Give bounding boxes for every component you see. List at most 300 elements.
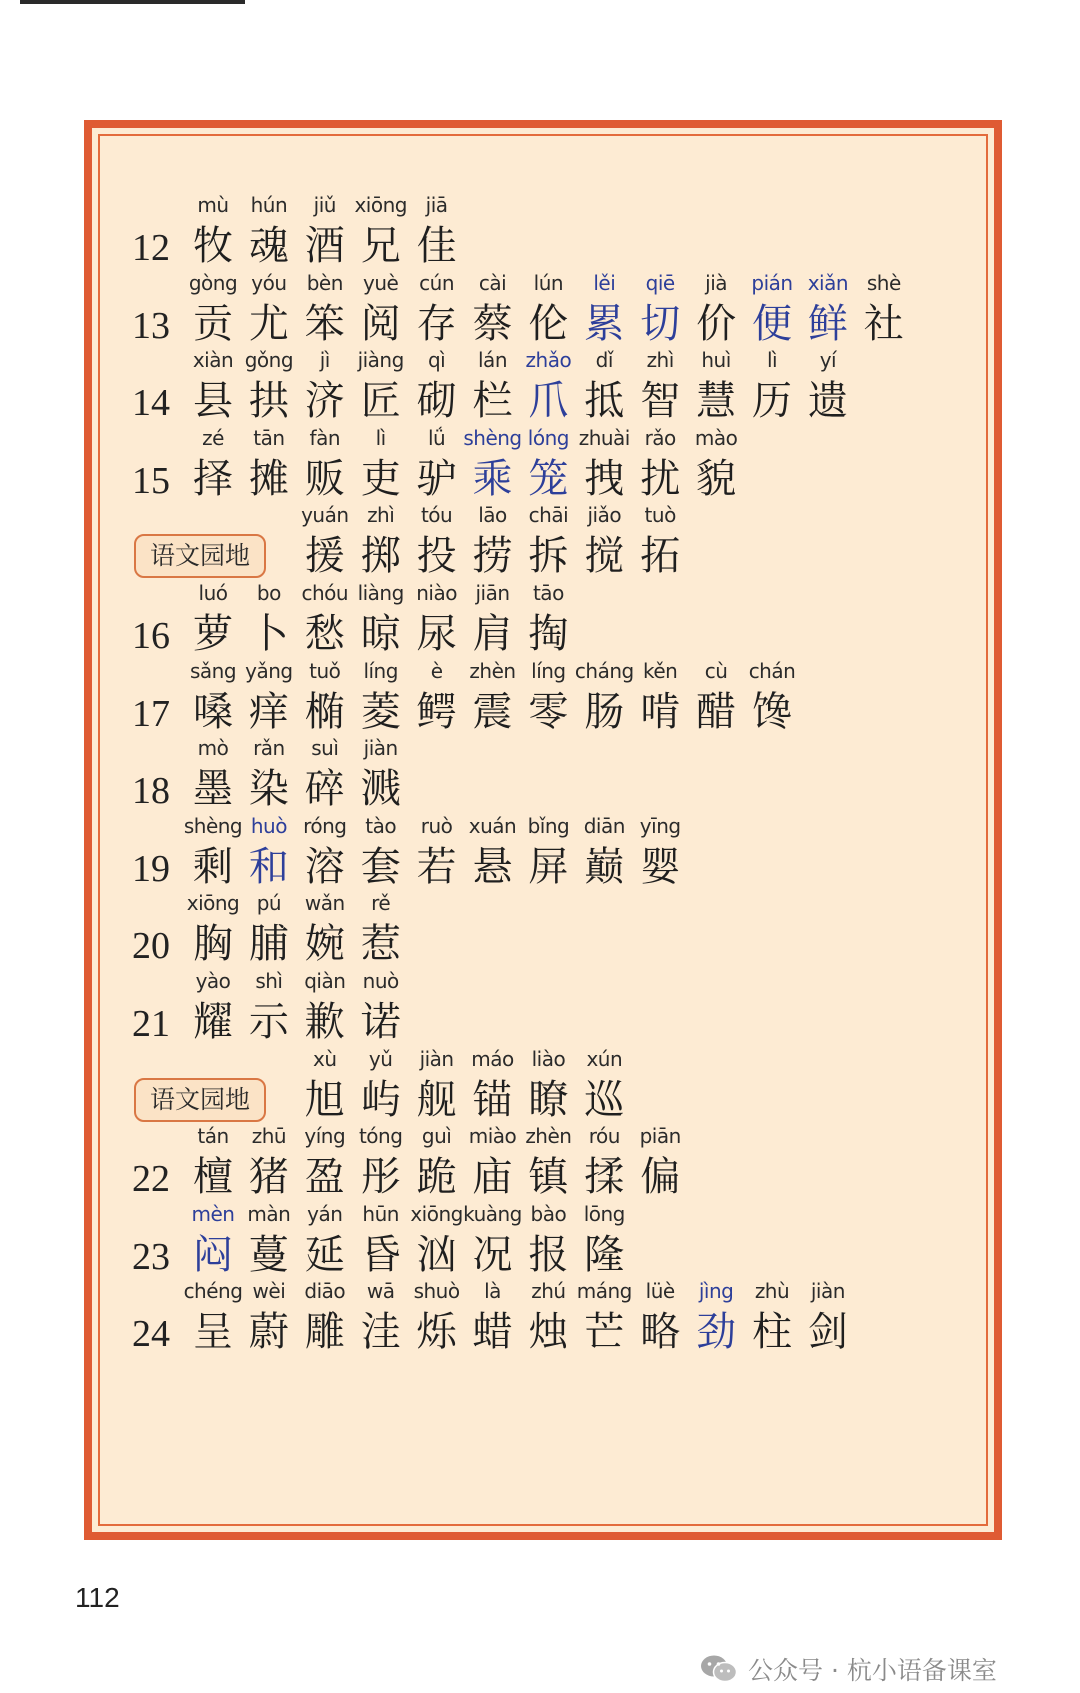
hanzi: 存 <box>416 300 457 347</box>
character-cell <box>239 966 299 1046</box>
pinyin: cù <box>704 658 728 683</box>
hanzi: 爪 <box>528 378 569 425</box>
character-cell <box>295 1044 355 1124</box>
hanzi: 醋 <box>696 688 737 735</box>
hanzi: 酒 <box>304 223 345 269</box>
character-cell <box>518 423 578 503</box>
pinyin: tuò <box>644 503 676 528</box>
character-cell <box>295 1199 355 1279</box>
pinyin: cài <box>478 270 507 295</box>
pinyin: yǔ <box>368 1046 393 1071</box>
pinyin: xiōng <box>186 891 240 916</box>
pinyin: lán <box>478 348 507 373</box>
hanzi: 拱 <box>248 378 289 425</box>
hanzi: 愁 <box>304 611 345 657</box>
lesson-number: 14 <box>132 382 170 425</box>
hanzi: 县 <box>193 378 233 425</box>
character-cell <box>518 811 578 891</box>
character-cell <box>407 345 467 425</box>
hanzi: 猪 <box>248 1154 289 1201</box>
lesson-row <box>92 656 994 740</box>
pinyin: lún <box>533 270 564 295</box>
character-cell <box>630 656 690 736</box>
pinyin: hūn <box>362 1201 399 1226</box>
hanzi: 价 <box>696 300 737 347</box>
hanzi: 痒 <box>248 688 289 735</box>
hanzi: 镇 <box>528 1154 569 1201</box>
page-number: 112 <box>75 1582 120 1613</box>
character-cell <box>574 500 634 580</box>
hanzi: 魂 <box>248 223 289 269</box>
character-cell <box>239 423 299 503</box>
pinyin: bào <box>530 1201 567 1226</box>
character-cell <box>798 345 858 425</box>
hanzi: 貌 <box>696 455 737 502</box>
character-cell <box>463 500 523 580</box>
hanzi: 溅 <box>360 766 401 813</box>
character-cell <box>518 500 578 580</box>
character-cell <box>351 578 411 658</box>
pinyin: rě <box>371 891 391 916</box>
pinyin: jiǎo <box>587 503 622 528</box>
character-cell <box>183 811 243 891</box>
character-cell <box>463 1044 523 1124</box>
hanzi: 溶 <box>304 843 345 890</box>
hanzi: 鳄 <box>416 688 457 735</box>
character-cell <box>183 733 243 813</box>
pinyin: lǘ <box>427 425 446 450</box>
hanzi: 婴 <box>640 843 681 890</box>
hanzi: 染 <box>248 766 289 813</box>
character-cell <box>463 1199 523 1279</box>
pinyin: jiān <box>475 581 510 605</box>
pinyin: liàng <box>357 581 404 605</box>
character-cell <box>518 345 578 425</box>
pinyin: rǎn <box>253 736 285 761</box>
pinyin: shè <box>866 270 901 295</box>
lesson-row <box>92 1121 994 1205</box>
pinyin: yuán <box>301 503 349 528</box>
hanzi: 砌 <box>416 378 457 425</box>
character-cell <box>183 656 243 736</box>
character-cell <box>239 578 299 658</box>
pinyin: cún <box>419 270 455 295</box>
character-cell <box>798 1276 858 1356</box>
character-cell <box>351 656 411 736</box>
character-cell <box>183 345 243 425</box>
hanzi: 况 <box>472 1231 513 1278</box>
hanzi: 蔚 <box>248 1309 289 1356</box>
lesson-number: 17 <box>132 692 170 735</box>
character-cell <box>686 656 746 736</box>
hanzi: 牧 <box>193 223 233 269</box>
vocabulary-panel <box>84 120 1002 1540</box>
character-cell <box>351 966 411 1046</box>
pinyin: shuò <box>413 1279 460 1304</box>
character-cell <box>518 578 578 658</box>
hanzi: 歉 <box>304 999 345 1045</box>
hanzi: 雕 <box>304 1309 345 1356</box>
pinyin: yào <box>195 969 231 993</box>
character-cell <box>183 423 243 503</box>
hanzi: 屏 <box>528 843 569 890</box>
character-cell <box>686 345 746 425</box>
pinyin: jià <box>705 270 728 295</box>
pinyin: zhèn <box>525 1124 572 1149</box>
character-cell <box>295 733 355 813</box>
lesson-row <box>92 733 994 817</box>
character-cell <box>239 811 299 891</box>
character-cell <box>574 1276 634 1356</box>
character-cell <box>686 268 746 348</box>
pinyin: zhù <box>754 1279 790 1304</box>
pinyin: chán <box>748 658 796 683</box>
character-cell <box>574 656 634 736</box>
hanzi: 抵 <box>584 378 625 425</box>
character-cell <box>295 656 355 736</box>
pinyin: líng <box>363 658 398 683</box>
lesson-number: 24 <box>132 1313 170 1356</box>
watermark-text: 公众号 · 杭小语备课室 <box>748 1656 997 1685</box>
lesson-number: 13 <box>132 304 170 347</box>
character-cell <box>295 966 355 1046</box>
pinyin: kěn <box>643 658 678 683</box>
hanzi: 济 <box>304 378 345 425</box>
pinyin: diān <box>583 813 625 838</box>
pinyin: zhèn <box>469 658 516 683</box>
character-cell <box>183 966 243 1046</box>
pinyin: sǎng <box>189 658 237 683</box>
character-cell <box>351 500 411 580</box>
character-cell <box>798 268 858 348</box>
hanzi: 鲜 <box>807 300 848 347</box>
character-cell <box>518 268 578 348</box>
pinyin: miào <box>468 1124 517 1149</box>
pinyin: dǐ <box>595 348 613 373</box>
pinyin: róu <box>588 1124 620 1149</box>
hanzi: 汹 <box>416 1231 457 1278</box>
pinyin: màn <box>247 1201 291 1226</box>
character-cell <box>518 656 578 736</box>
character-cell <box>351 1121 411 1201</box>
pinyin: zhuài <box>578 425 630 450</box>
character-cell <box>574 345 634 425</box>
hanzi: 报 <box>528 1231 569 1278</box>
pinyin: è <box>430 658 443 683</box>
pinyin: lüè <box>645 1279 675 1304</box>
character-cell <box>351 733 411 813</box>
hanzi: 菱 <box>360 688 401 735</box>
character-cell <box>239 1121 299 1201</box>
hanzi: 芒 <box>584 1309 625 1356</box>
hanzi: 贡 <box>193 300 233 347</box>
character-cell <box>574 1199 634 1279</box>
character-cell <box>183 888 243 968</box>
pinyin: zhú <box>531 1279 566 1304</box>
hanzi: 捞 <box>472 533 513 580</box>
pinyin: lì <box>766 348 778 373</box>
pinyin: chéng <box>183 1279 243 1304</box>
hanzi: 剑 <box>807 1309 848 1356</box>
pinyin: hún <box>250 193 288 217</box>
hanzi: 隆 <box>584 1231 625 1278</box>
pinyin: chāi <box>528 503 569 528</box>
pinyin: tán <box>197 1124 229 1149</box>
character-cell <box>239 733 299 813</box>
character-cell <box>742 268 802 348</box>
character-cell <box>518 1121 578 1201</box>
lesson-row <box>92 966 994 1050</box>
hanzi: 墨 <box>193 766 233 813</box>
hanzi: 尤 <box>248 300 289 347</box>
hanzi: 若 <box>416 843 457 890</box>
pinyin: xù <box>313 1046 337 1071</box>
character-cell <box>351 190 411 270</box>
pinyin: yīng <box>639 813 681 838</box>
hanzi: 搅 <box>584 533 625 580</box>
character-cell <box>463 268 523 348</box>
hanzi: 肠 <box>584 688 625 735</box>
hanzi: 烁 <box>416 1309 457 1356</box>
hanzi: 肩 <box>472 611 513 657</box>
character-cell <box>239 190 299 270</box>
hanzi: 彤 <box>360 1154 401 1201</box>
hanzi: 脯 <box>248 921 289 968</box>
hanzi: 和 <box>248 843 289 890</box>
pinyin: xuán <box>468 813 517 838</box>
pinyin: xiōng <box>354 193 407 217</box>
pinyin: niào <box>416 581 457 605</box>
character-cell <box>183 578 243 658</box>
pinyin: zhǎo <box>525 348 572 373</box>
pinyin: bèn <box>306 270 343 295</box>
hanzi: 套 <box>360 843 401 890</box>
character-cell <box>295 500 355 580</box>
hanzi: 诺 <box>360 999 401 1045</box>
character-cell <box>463 423 523 503</box>
hanzi: 洼 <box>360 1309 401 1356</box>
character-cell <box>351 1199 411 1279</box>
hanzi: 椭 <box>304 688 345 735</box>
pinyin: máng <box>576 1279 632 1304</box>
pinyin: mù <box>197 193 229 217</box>
character-cell <box>407 423 467 503</box>
hanzi: 劲 <box>696 1309 737 1356</box>
pinyin: xiǎn <box>807 270 849 295</box>
character-cell <box>742 656 802 736</box>
lesson-number: 19 <box>132 847 170 890</box>
hanzi: 呈 <box>193 1309 233 1356</box>
pinyin: tóu <box>420 503 453 528</box>
lesson-row <box>92 1199 994 1283</box>
character-cell <box>574 811 634 891</box>
character-cell <box>295 578 355 658</box>
hanzi: 馋 <box>752 688 792 735</box>
character-cell <box>407 190 467 270</box>
pinyin: xiàn <box>192 348 234 373</box>
pinyin: liào <box>531 1046 566 1071</box>
hanzi: 伦 <box>528 300 569 347</box>
hanzi: 贩 <box>304 455 345 502</box>
pinyin: kuàng <box>463 1201 522 1226</box>
character-cell <box>574 1121 634 1201</box>
hanzi: 便 <box>752 300 792 347</box>
pinyin: ruò <box>420 813 453 838</box>
character-cell <box>407 578 467 658</box>
character-cell <box>407 268 467 348</box>
hanzi: 掷 <box>360 533 401 580</box>
pinyin: yí <box>819 348 837 373</box>
yuwen-yuandi-badge: 语文园地 <box>134 534 266 578</box>
hanzi: 尿 <box>416 611 457 657</box>
pinyin: lóng <box>527 425 569 450</box>
lesson-row <box>92 888 994 972</box>
character-cell <box>686 1276 746 1356</box>
hanzi: 遗 <box>807 378 848 425</box>
pinyin: cháng <box>574 658 634 683</box>
pinyin: yuè <box>363 270 399 295</box>
pinyin: lěi <box>593 270 616 295</box>
lesson-row <box>92 1276 994 1360</box>
pinyin: tuǒ <box>309 658 341 683</box>
character-cell <box>630 1121 690 1201</box>
hanzi: 屿 <box>360 1076 401 1123</box>
hanzi: 投 <box>416 533 457 580</box>
hanzi: 扰 <box>640 455 681 502</box>
pinyin: shèng <box>463 425 522 450</box>
pinyin: zé <box>202 425 224 450</box>
hanzi: 烛 <box>528 1309 569 1356</box>
pinyin: qiàn <box>304 969 346 993</box>
character-cell <box>239 268 299 348</box>
character-cell <box>407 1199 467 1279</box>
character-cell <box>463 345 523 425</box>
hanzi: 阅 <box>360 300 401 347</box>
hanzi: 蔡 <box>472 300 513 347</box>
pinyin: tóng <box>358 1124 403 1149</box>
pinyin: máo <box>471 1046 514 1071</box>
pinyin: tào <box>365 813 397 838</box>
pinyin: guì <box>421 1124 452 1149</box>
pinyin: bǐng <box>527 813 570 838</box>
hanzi: 掏 <box>528 611 569 657</box>
pinyin: suì <box>311 736 339 761</box>
character-cell <box>407 500 467 580</box>
pinyin: yǎng <box>245 658 293 683</box>
character-cell <box>295 1276 355 1356</box>
pinyin: yán <box>307 1201 343 1226</box>
hanzi: 笨 <box>304 300 345 347</box>
hanzi: 巡 <box>584 1076 625 1123</box>
character-cell <box>183 1199 243 1279</box>
character-cell <box>518 1044 578 1124</box>
pinyin: huò <box>250 813 287 838</box>
pinyin: pián <box>751 270 793 295</box>
character-cell <box>183 1121 243 1201</box>
character-cell <box>407 656 467 736</box>
pinyin: jiàn <box>363 736 398 761</box>
pinyin: jiàn <box>419 1046 454 1071</box>
top-rule <box>20 0 245 4</box>
pinyin: rǎo <box>644 425 676 450</box>
pinyin: shì <box>255 969 283 993</box>
hanzi: 累 <box>584 300 625 347</box>
lesson-number: 20 <box>132 925 170 968</box>
pinyin: wā <box>366 1279 395 1304</box>
hanzi: 胸 <box>193 921 233 968</box>
pinyin: nuò <box>362 969 399 993</box>
character-cell <box>630 500 690 580</box>
hanzi: 择 <box>193 455 233 502</box>
hanzi: 旭 <box>304 1076 345 1123</box>
pinyin: yíng <box>304 1124 346 1149</box>
pinyin: lāo <box>478 503 507 528</box>
hanzi: 慧 <box>696 378 737 425</box>
character-cell <box>351 888 411 968</box>
pinyin: shèng <box>183 813 243 838</box>
pinyin: jìng <box>698 1279 734 1304</box>
character-cell <box>239 1276 299 1356</box>
yuwen-yuandi-row <box>92 1044 994 1128</box>
hanzi: 吏 <box>360 455 401 502</box>
hanzi: 兄 <box>360 223 401 269</box>
hanzi: 延 <box>304 1231 345 1278</box>
character-cell <box>295 345 355 425</box>
pinyin: róng <box>303 813 347 838</box>
pinyin: qì <box>427 348 446 373</box>
pinyin: chóu <box>301 581 349 605</box>
pinyin: bo <box>256 581 281 605</box>
pinyin: jiā <box>425 193 448 217</box>
hanzi: 乘 <box>472 455 513 502</box>
character-cell <box>518 1276 578 1356</box>
lesson-row <box>92 268 994 352</box>
hanzi: 卜 <box>248 611 289 657</box>
lesson-number: 21 <box>132 1003 170 1045</box>
hanzi: 切 <box>640 300 681 347</box>
hanzi: 惹 <box>360 921 401 968</box>
hanzi: 耀 <box>193 999 233 1045</box>
character-cell <box>183 190 243 270</box>
character-cell <box>742 345 802 425</box>
yuwen-yuandi-row <box>92 500 994 584</box>
hanzi: 拆 <box>528 533 569 580</box>
pinyin: zhì <box>367 503 395 528</box>
character-cell <box>407 1121 467 1201</box>
character-cell <box>854 268 914 348</box>
hanzi: 碎 <box>304 766 345 813</box>
character-cell <box>463 656 523 736</box>
character-cell <box>351 345 411 425</box>
character-cell <box>295 423 355 503</box>
character-cell <box>742 1276 802 1356</box>
character-cell <box>351 268 411 348</box>
character-cell <box>407 811 467 891</box>
lesson-number: 18 <box>132 770 170 813</box>
hanzi: 零 <box>528 688 569 735</box>
hanzi: 略 <box>640 1309 681 1356</box>
lesson-row <box>92 811 994 895</box>
character-cell <box>630 811 690 891</box>
hanzi: 盈 <box>304 1154 345 1201</box>
hanzi: 瞭 <box>528 1076 569 1123</box>
pinyin: piān <box>639 1124 681 1149</box>
hanzi: 社 <box>863 300 904 347</box>
pinyin: diāo <box>304 1279 346 1304</box>
hanzi: 闷 <box>193 1231 233 1278</box>
character-cell <box>630 423 690 503</box>
lesson-number: 15 <box>132 459 170 502</box>
